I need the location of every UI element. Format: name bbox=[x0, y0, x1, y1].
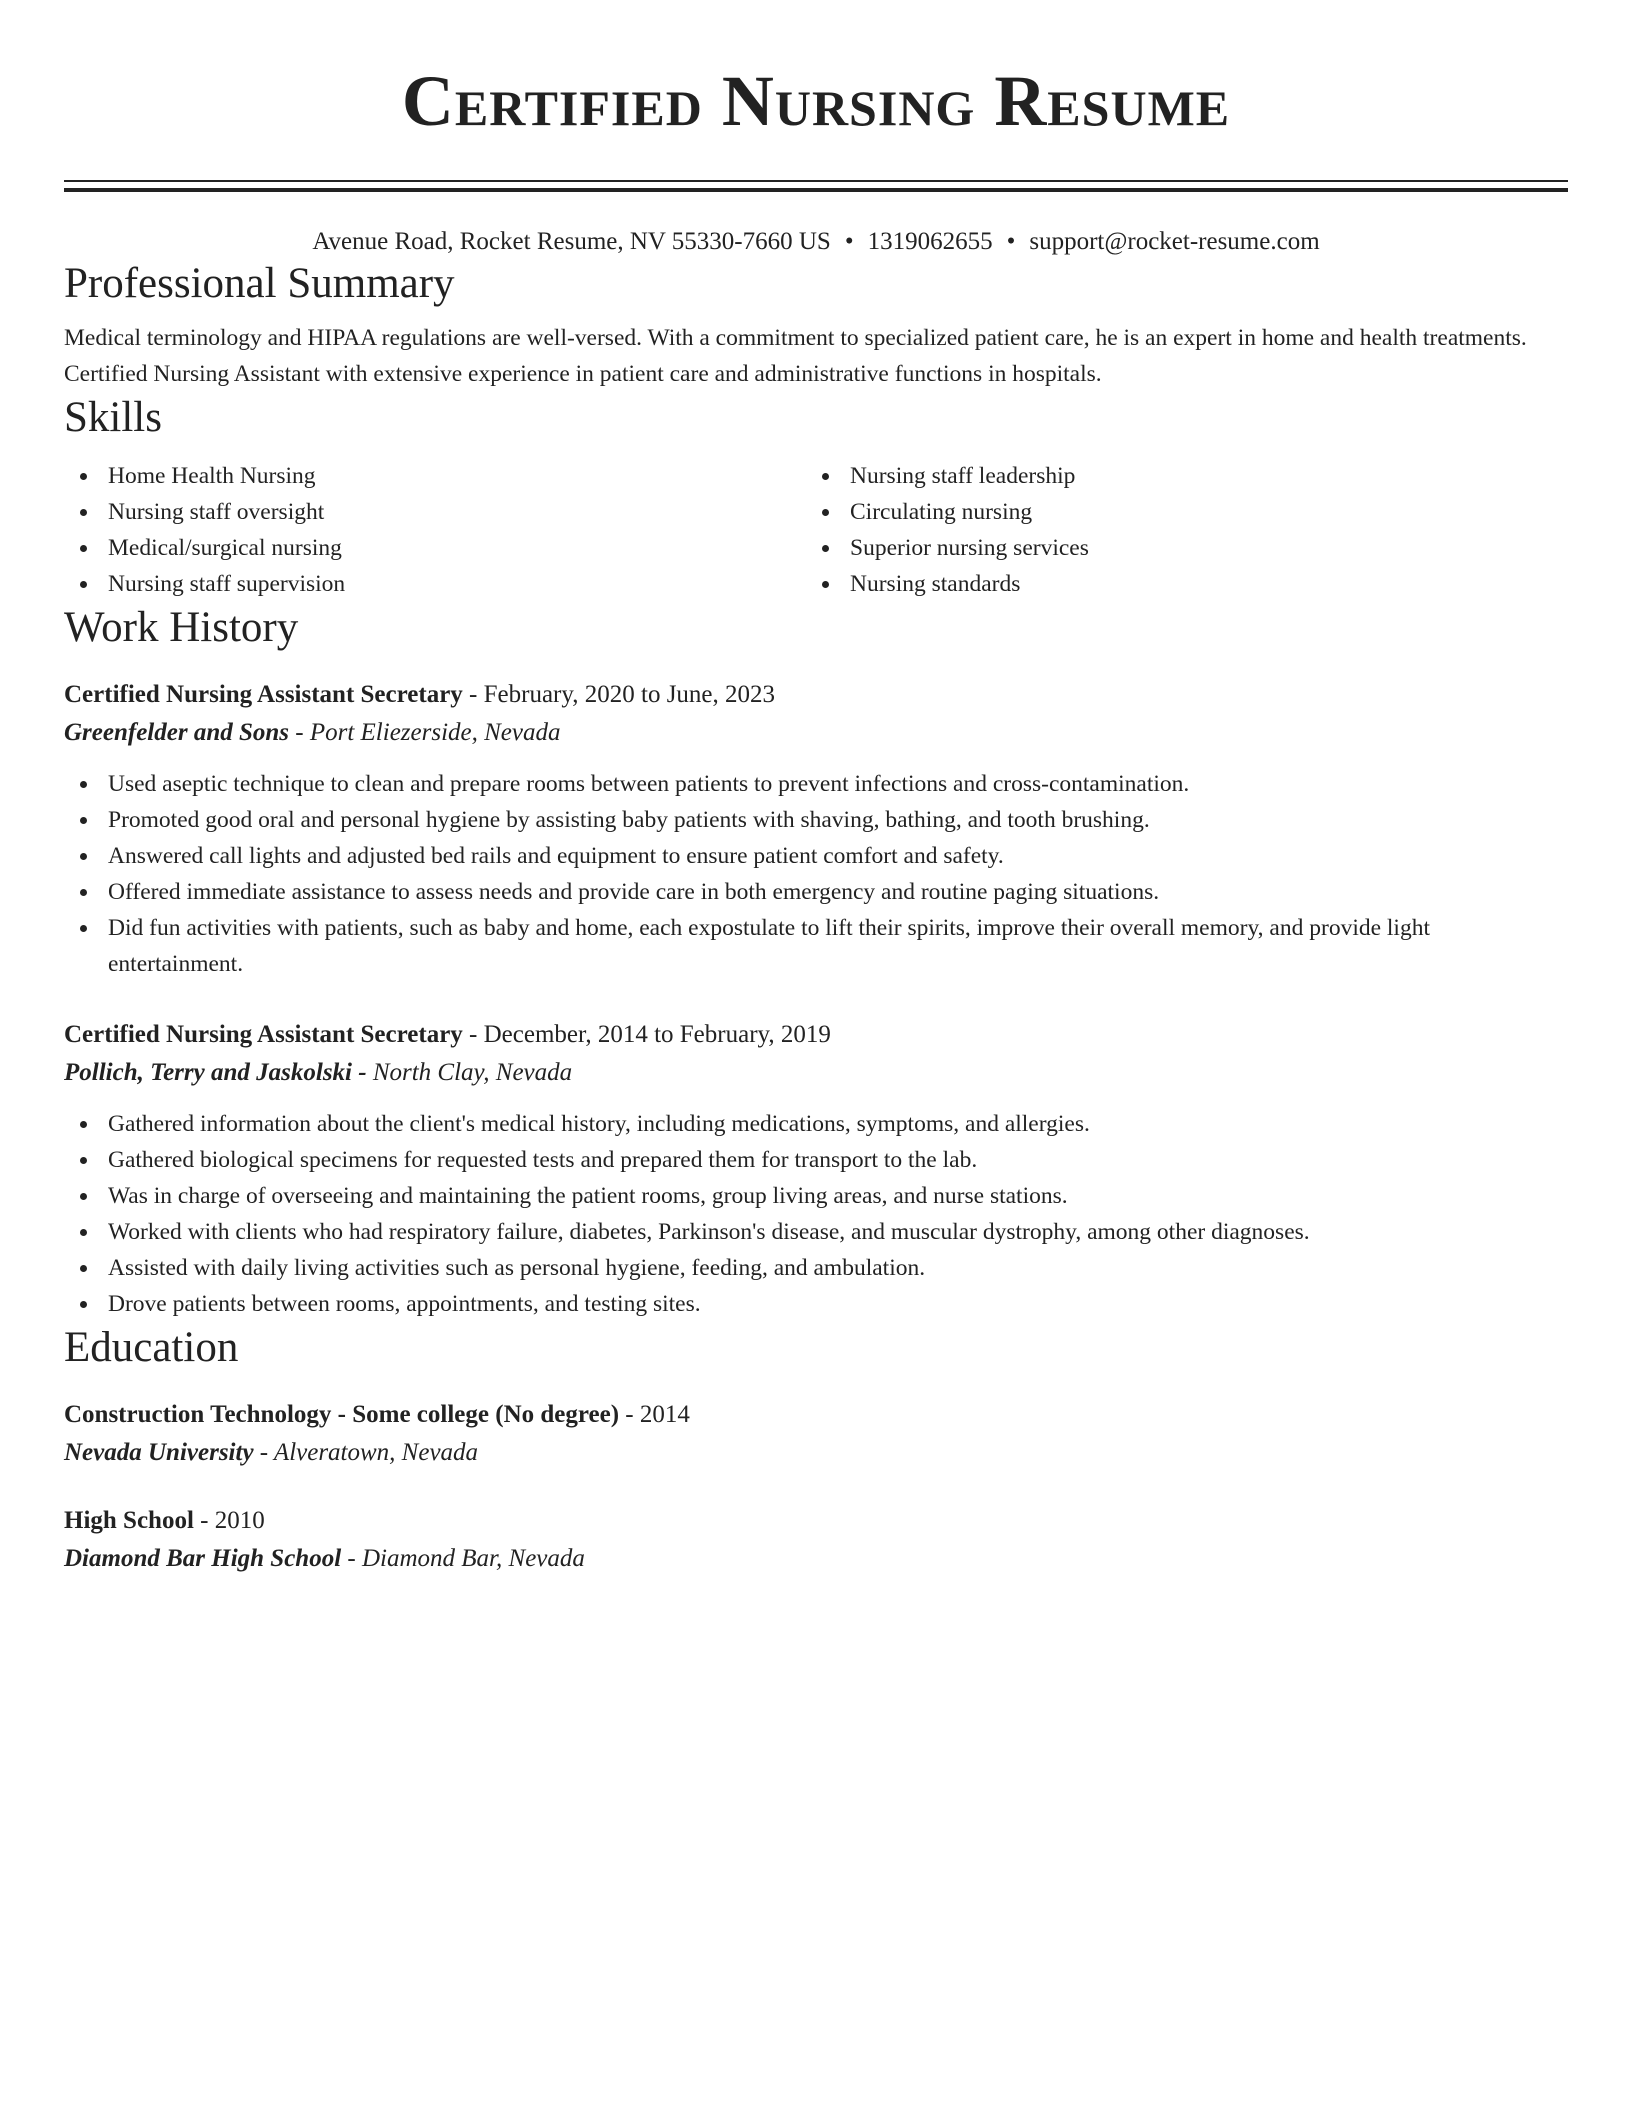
title-rule-thin bbox=[64, 180, 1568, 182]
school-location: Alveratown, Nevada bbox=[273, 1439, 479, 1466]
job-title-line bbox=[64, 676, 1568, 714]
job-title: Certified Nursing Assistant Secretary bbox=[64, 681, 463, 708]
school-location: Diamond Bar, Nevada bbox=[361, 1545, 585, 1572]
job-dates: February, 2020 to June, 2023 bbox=[483, 681, 776, 708]
education-heading: Education bbox=[64, 1324, 239, 1371]
employer-line bbox=[64, 1054, 1568, 1092]
job-title-line bbox=[64, 1016, 1568, 1054]
dash: - bbox=[341, 1545, 362, 1572]
job-entry bbox=[64, 676, 1568, 982]
graduation-year: 2014 bbox=[639, 1401, 690, 1428]
education-entry bbox=[64, 1502, 1568, 1578]
skill-item: Superior nursing services bbox=[806, 530, 1548, 566]
duty-item: Gathered information about the client's medical history, including medications, symptoms, and allergies. bbox=[64, 1106, 1568, 1142]
contact-separator: • bbox=[844, 228, 854, 255]
dash: - bbox=[462, 681, 484, 708]
degree-line bbox=[64, 1396, 1568, 1434]
job-entry bbox=[64, 1016, 1568, 1322]
dash: - bbox=[253, 1439, 274, 1466]
skills-list bbox=[64, 458, 1568, 602]
skill-item: Nursing staff supervision bbox=[64, 566, 806, 602]
employer-location: Port Eliezerside, Nevada bbox=[309, 719, 561, 746]
contact-address: Avenue Road, Rocket Resume, NV 55330-7660 US bbox=[312, 228, 831, 255]
contact-phone: 1319062655 bbox=[867, 228, 993, 255]
employer-line bbox=[64, 714, 1568, 752]
skill-item: Nursing staff oversight bbox=[64, 494, 806, 530]
graduation-year: 2010 bbox=[214, 1507, 265, 1534]
dash: - bbox=[462, 1021, 484, 1048]
school-name: Diamond Bar High School bbox=[64, 1545, 342, 1572]
dash: - bbox=[619, 1401, 640, 1428]
contact-email: support@rocket-resume.com bbox=[1029, 228, 1320, 255]
summary-heading: Professional Summary bbox=[64, 260, 455, 307]
job-duties bbox=[64, 1106, 1568, 1322]
skills-column-right bbox=[806, 458, 1548, 602]
duty-item: Drove patients between rooms, appointments, and testing sites. bbox=[64, 1286, 1568, 1322]
contact-line bbox=[64, 226, 1568, 258]
duty-item: Was in charge of overseeing and maintaining the patient rooms, group living areas, and nurse stations. bbox=[64, 1178, 1568, 1214]
job-dates: December, 2014 to February, 2019 bbox=[483, 1021, 831, 1048]
work-history-heading: Work History bbox=[64, 604, 299, 651]
duty-item: Answered call lights and adjusted bed rails and equipment to ensure patient comfort and safety. bbox=[64, 838, 1568, 874]
employer-location: North Clay, Nevada bbox=[372, 1059, 573, 1086]
dash: - bbox=[193, 1507, 215, 1534]
job-title: Certified Nursing Assistant Secretary bbox=[64, 1021, 463, 1048]
degree-line bbox=[64, 1502, 1568, 1540]
dash: - bbox=[352, 1059, 373, 1086]
duty-item: Promoted good oral and personal hygiene by assisting baby patients with shaving, bathing, and tooth brushing. bbox=[64, 802, 1568, 838]
dash: - bbox=[289, 719, 310, 746]
education-entry bbox=[64, 1396, 1568, 1472]
title-rule-thick bbox=[64, 188, 1568, 192]
skill-item: Nursing standards bbox=[806, 566, 1548, 602]
summary-text: Medical terminology and HIPAA regulations are well-versed. With a commitment to specialized patient care, he is an expert in home and health treatments. Certified Nursing Assistant with extensive experience in patient care and administrative functions in hospitals. bbox=[64, 325, 1527, 387]
duty-item: Used aseptic technique to clean and prepare rooms between patients to prevent infections and cross-contamination. bbox=[64, 766, 1568, 802]
duty-item: Assisted with daily living activities such as personal hygiene, feeding, and ambulation. bbox=[64, 1250, 1568, 1286]
skills-column-left bbox=[64, 458, 806, 602]
skills-heading: Skills bbox=[64, 394, 162, 441]
skill-item: Home Health Nursing bbox=[64, 458, 806, 494]
duty-item: Did fun activities with patients, such as baby and home, each expostulate to lift their spirits, improve their overall memory, and provide light entertainment. bbox=[64, 910, 1568, 982]
duty-item: Gathered biological specimens for requested tests and prepared them for transport to the lab. bbox=[64, 1142, 1568, 1178]
skill-item: Circulating nursing bbox=[806, 494, 1548, 530]
duty-item: Offered immediate assistance to assess needs and provide care in both emergency and routine paging situations. bbox=[64, 874, 1568, 910]
degree: High School bbox=[64, 1507, 194, 1534]
skill-item: Medical/surgical nursing bbox=[64, 530, 806, 566]
school-name: Nevada University bbox=[64, 1439, 254, 1466]
degree: Construction Technology - Some college (No degree) bbox=[64, 1401, 620, 1428]
skill-item: Nursing staff leadership bbox=[806, 458, 1548, 494]
school-line bbox=[64, 1540, 1568, 1578]
employer-name: Greenfelder and Sons bbox=[64, 719, 290, 746]
job-duties bbox=[64, 766, 1568, 982]
duty-item: Worked with clients who had respiratory failure, diabetes, Parkinson's disease, and muscular dystrophy, among other diagnoses. bbox=[64, 1214, 1568, 1250]
school-line bbox=[64, 1434, 1568, 1472]
resume-title: Certified Nursing Resume bbox=[401, 61, 1231, 141]
employer-name: Pollich, Terry and Jaskolski bbox=[64, 1059, 352, 1086]
contact-separator: • bbox=[1006, 228, 1016, 255]
